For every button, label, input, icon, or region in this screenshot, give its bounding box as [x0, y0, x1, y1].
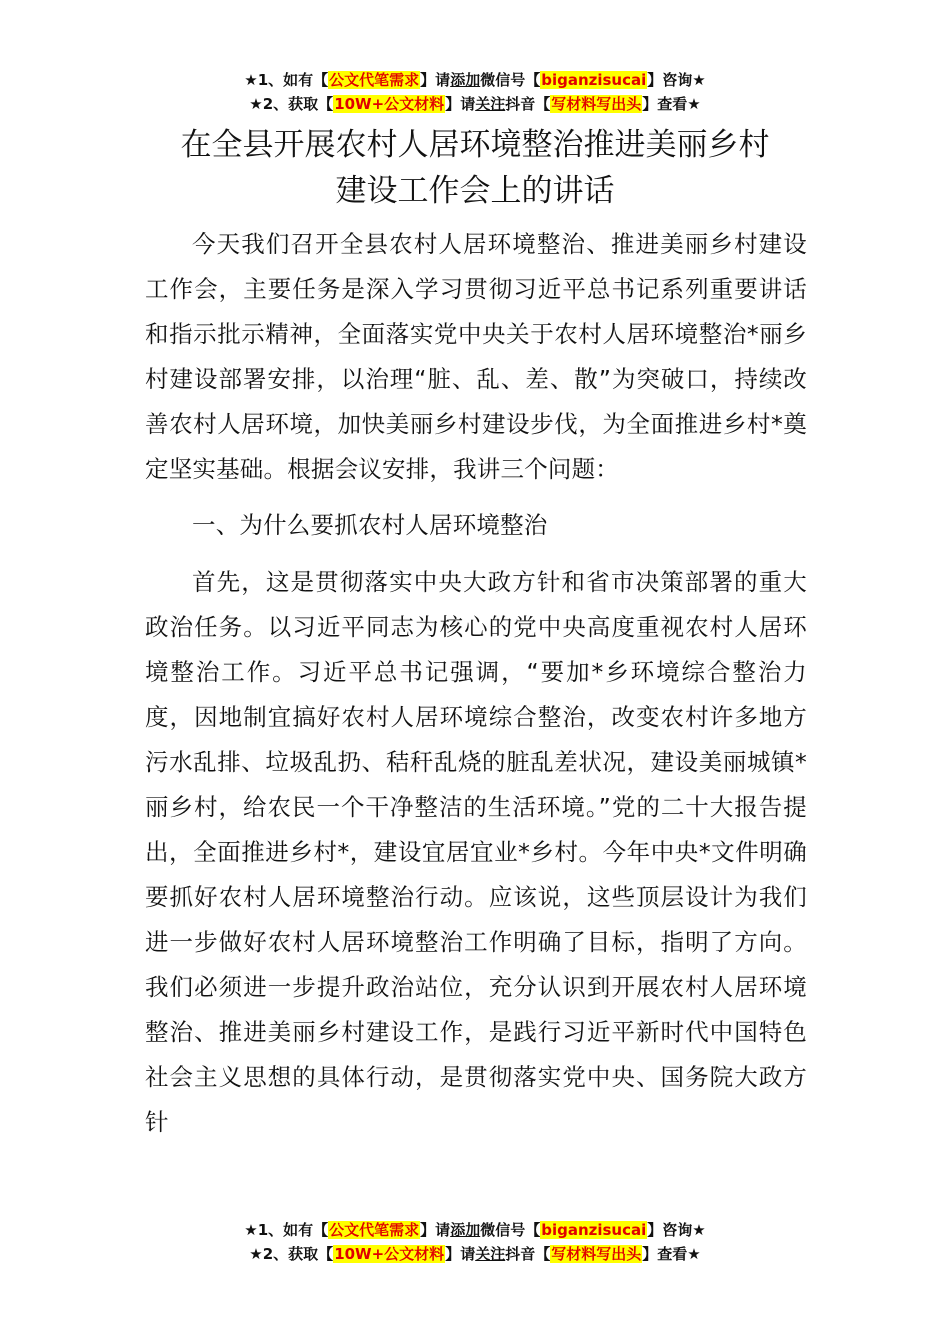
banner-text: 抖音【 [505, 1245, 551, 1263]
banner-line-2 [0, 92, 950, 116]
banner-text: 微信号【 [480, 71, 541, 89]
highlight-materials: 10W+公文材料 [334, 1245, 445, 1263]
paragraph-intro: 今天我们召开全县农村人居环境整治、推进美丽乡村建设工作会，主要任务是深入学习贯彻习近平总书记系列重要讲话和指示批示精神，全面落实党中央关于农村人居环境整治*丽乡村建设部署安排，以治理“脏、乱、差、散”为突破口，持续改善农村人居环境，加快美丽乡村建设步伐，为全面推进乡村*奠定坚实基础。根据会议安排，我讲三个问题： [145, 230, 807, 483]
highlight-douyin-account: 写材料写出头 [551, 95, 642, 113]
banner-text: 】请 [420, 71, 451, 89]
banner-line-1 [0, 68, 950, 92]
highlight-materials: 10W+公文材料 [334, 95, 445, 113]
banner-text-underlined: 关注 [475, 95, 506, 113]
banner-text: 】请 [420, 1221, 451, 1239]
banner-line-2 [0, 1242, 950, 1266]
header-banner [0, 68, 950, 116]
document-title [120, 122, 830, 214]
banner-text: ★2、获取【 [249, 1245, 334, 1263]
banner-text: ★1、如有【 [244, 71, 329, 89]
banner-text: 】请 [445, 95, 476, 113]
banner-text: ★2、获取【 [249, 95, 334, 113]
banner-text: ★1、如有【 [244, 1221, 329, 1239]
document-body [145, 222, 807, 1145]
highlight-douyin-account: 写材料写出头 [551, 1245, 642, 1263]
highlight-wechat-id: biganzisucai [541, 71, 647, 89]
section-heading: 一、为什么要抓农村人居环境整治 [192, 511, 548, 539]
banner-text-underlined: 添加 [450, 1221, 481, 1239]
banner-text: 】咨询★ [647, 1221, 706, 1239]
highlight-wechat-id: biganzisucai [541, 1221, 647, 1239]
title-line-2: 建设工作会上的讲话 [335, 173, 615, 209]
highlight-service: 公文代笔需求 [329, 71, 420, 89]
banner-text: 抖音【 [505, 95, 551, 113]
banner-text: 】查看★ [642, 1245, 701, 1263]
banner-text: 】请 [445, 1245, 476, 1263]
banner-text: 】咨询★ [647, 71, 706, 89]
title-line-1: 在全县开展农村人居环境整治推进美丽乡村 [180, 127, 770, 163]
banner-text-underlined: 添加 [450, 71, 481, 89]
banner-text: 】查看★ [642, 95, 701, 113]
footer-banner [0, 1218, 950, 1266]
banner-text: 微信号【 [480, 1221, 541, 1239]
highlight-service: 公文代笔需求 [329, 1221, 420, 1239]
banner-line-1 [0, 1218, 950, 1242]
banner-text-underlined: 关注 [475, 1245, 506, 1263]
paragraph-first-point: 首先，这是贯彻落实中央大政方针和省市决策部署的重大政治任务。以习近平同志为核心的党中央高度重视农村人居环境整治工作。习近平总书记强调，“要加*乡环境综合整治力度，因地制宜搞好农村人居环境综合整治，改变农村许多地方污水乱排、垃圾乱扔、秸秆乱烧的脏乱差状况，建设美丽城镇*丽乡村，给农民一个干净整洁的生活环境。”党的二十大报告提出，全面推进乡村*，建设宜居宜业*乡村。今年中央*文件明确要抓好农村人居环境整治行动。应该说，这些顶层设计为我们进一步做好农村人居环境整治工作明确了目标，指明了方向。我们必须进一步提升政治站位，充分认识到开展农村人居环境整治、推进美丽乡村建设工作，是践行习近平新时代中国特色社会主义思想的具体行动，是贯彻落实党中央、国务院大政方针 [145, 568, 807, 1136]
